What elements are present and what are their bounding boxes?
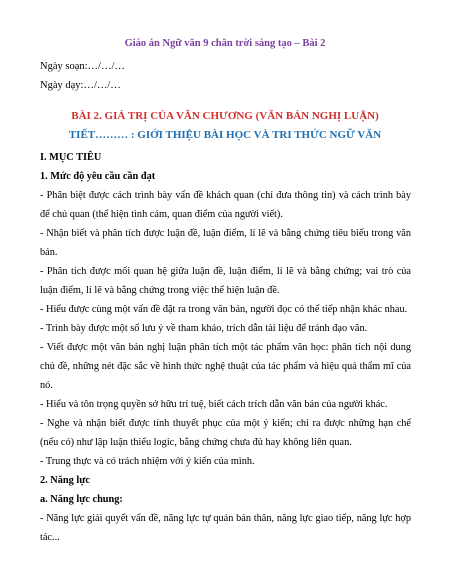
lesson-title: BÀI 2. GIÁ TRỊ CỦA VĂN CHƯƠNG (VĂN BẢN NGHỊ LUẬN) [71,110,379,122]
requirement-item: - Nhận biết và phân tích được luận đề, luận điểm, lí lẽ và bằng chứng tiêu biểu trong văn bản. [40,228,411,258]
document-body [40,148,411,547]
subsubsection-heading: a. Năng lực chung: [40,494,123,505]
requirement-item: - Trung thực và có trách nhiệm với ý kiến của mình. [40,456,255,467]
requirement-item: - Phân biệt được cách trình bày vấn đề khách quan (chỉ đưa thông tin) và cách trình bày để chủ quan (thể hiện tình cảm, quan điểm của người viết). [40,190,411,220]
requirement-item: - Hiểu và tôn trọng quyền sở hữu trí tuệ, biết cách trích dẫn văn bản của người khác. [40,399,388,410]
requirement-item: - Viết được một văn bản nghị luận phân tích một tác phẩm văn học: phân tích nội dung chủ đề, những nét đặc sắc về hình thức nghệ thuật của tác phẩm và hiệu quả thẩm mĩ của nó. [40,342,411,391]
lesson-subtitle: TIẾT……… : GIỚI THIỆU BÀI HỌC VÀ TRI THỨC NGỮ VĂN [68,129,382,141]
requirement-item: - Phân tích được mối quan hệ giữa luận đề, luận điểm, lí lẽ và bằng chứng; vai trò của luận điểm, lí lẽ và bằng chứng trong việc thể hiện luận đề. [40,266,411,296]
page-header: Giáo án Ngữ văn 9 chân trời sáng tạo – Bài 2 [124,38,326,49]
subsection-heading: 1. Mức độ yêu cầu cần đạt [40,171,156,182]
date-prepare: Ngày soạn:…/…/… [40,61,125,72]
requirement-item: - Hiểu được cùng một vấn đề đặt ra trong văn bản, người đọc có thể tiếp nhận khác nhau. [40,304,408,315]
requirement-item: - Nghe và nhận biết được tính thuyết phục của một ý kiến; chỉ ra được những hạn chế (nếu có) như lập luận thiếu logic, bằng chứng chưa đủ hay không liên quan. [40,418,411,448]
subsection-heading: 2. Năng lực [40,475,90,486]
requirement-item: - Trình bày được một số lưu ý về tham khảo, trích dẫn tài liệu để tránh đạo văn. [40,323,368,334]
date-teach: Ngày dạy:…/…/… [40,80,121,91]
competence-item: - Năng lực giải quyết vấn đề, năng lực tự quản bản thân, năng lực giao tiếp, năng lực hợp tác... [40,513,411,543]
section-heading: I. MỤC TIÊU [40,152,102,163]
